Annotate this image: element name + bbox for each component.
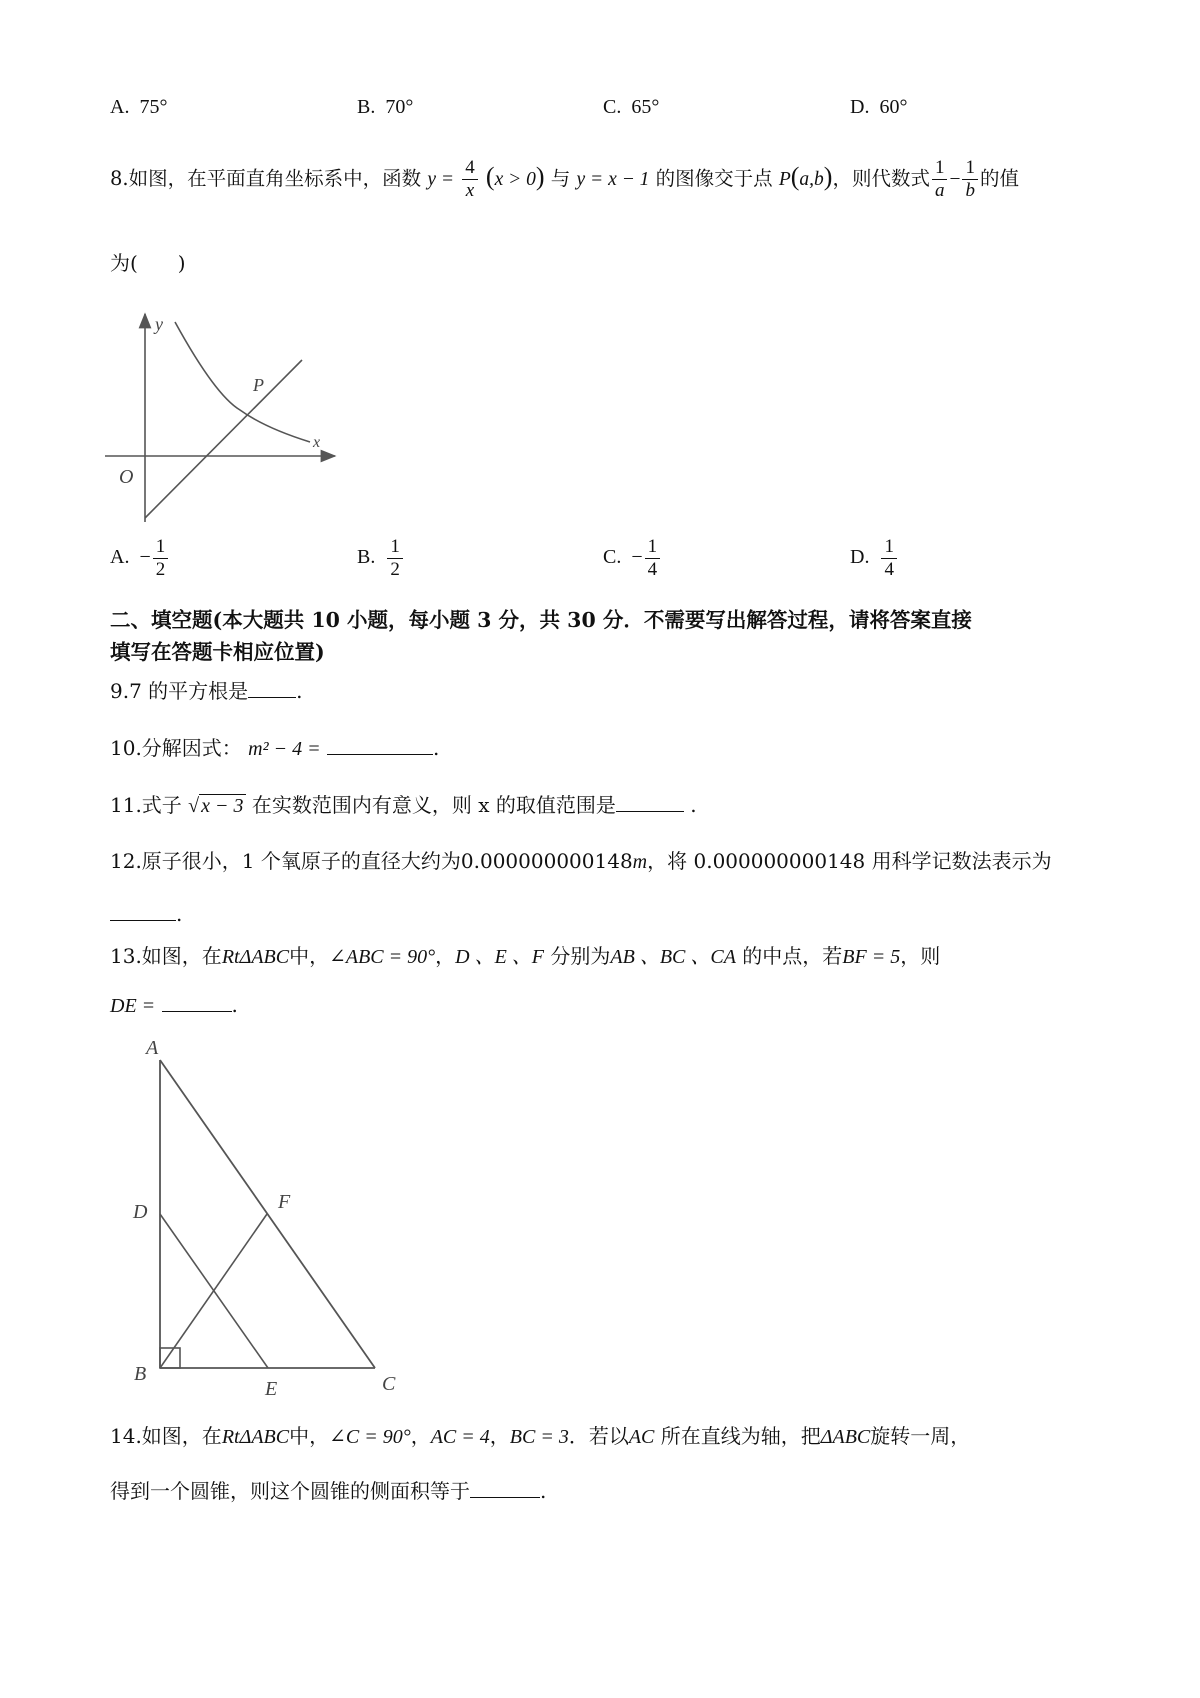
q7-option-c: C. 65° [603, 96, 660, 118]
q12-line1: 12.原子很小，1 个氧原子的直径大约为0.000000000148m，将 0.000000000148 用科学记数法表示为 [110, 849, 1052, 873]
q8-origin-label: O [119, 466, 134, 488]
q14-answer-blank[interactable] [470, 1496, 540, 1498]
q7-option-d: D. 60° [850, 96, 908, 118]
q8-hyperbola-curve [175, 322, 310, 442]
q8-stem: 8.如图，在平面直角坐标系中，函数 y = $\frac{4}{x}$ (x > 0) 与 y = x − 1 的图像交于点 P(a,b)，则代数式 $\frac{1}{a}$ − $\frac{1}{b}$ 的值 [110, 157, 1019, 201]
q13-answer-blank[interactable] [162, 1010, 232, 1012]
q13-triangle-figure [120, 1020, 420, 1395]
q8-stem-line2: 为( ) [110, 251, 186, 275]
section2-heading-line1: 二、填空题(本大题共 10 小题，每小题 3 分，共 30 分．不需要写出解答过程，请将答案直接 [110, 608, 972, 632]
q8-x-label: x [313, 434, 321, 451]
q13-label-d: D [133, 1201, 148, 1223]
q14-line1: 14.如图，在RtΔABC中，∠C = 90°，AC = 4，BC = 3．若以AC 所在直线为轴，把ΔABC旋转一周， [110, 1424, 971, 1448]
q8-option-c: C. − $\frac{1}{4}$ [603, 537, 662, 580]
q11: 11.式子 √ x − 3 在实数范围内有意义，则 x 的取值范围是 . [110, 793, 697, 817]
q8-option-a: A. − $\frac{1}{2}$ [110, 537, 170, 580]
q11-sqrt: √ x − 3 [188, 795, 244, 817]
q8-option-b: B. $\frac{1}{2}$ [357, 537, 405, 580]
q8-point-p-label: P [253, 375, 264, 395]
q11-answer-blank[interactable] [616, 810, 684, 812]
q13-label-f: F [278, 1191, 291, 1213]
q10: 10.分解因式： m² − 4 = . [110, 736, 440, 760]
q10-answer-blank[interactable] [327, 753, 433, 755]
q9-answer-blank[interactable] [248, 696, 296, 698]
section2-heading-line2: 填写在答题卡相应位置) [110, 640, 325, 664]
q9: 9.7 的平方根是 . [110, 679, 303, 703]
q8-line-y-equals-x-minus-1 [145, 360, 302, 518]
q13-label-e: E [265, 1378, 278, 1395]
q14-line2: 得到一个圆锥，则这个圆锥的侧面积等于 . [110, 1479, 547, 1503]
q7-option-b: B. 70° [357, 96, 414, 118]
q8-y-label: y [155, 314, 163, 334]
q7-option-a: A. 75° [110, 96, 168, 118]
q12-line2: . [110, 902, 182, 926]
q13-line2: DE = . [110, 993, 238, 1017]
q13-label-a: A [146, 1037, 159, 1059]
q13-label-b: B [134, 1363, 147, 1385]
q12-answer-blank[interactable] [110, 919, 176, 921]
q13-label-c: C [382, 1373, 396, 1395]
q8-fraction-4-over-x: $\frac{4}{x}$ [462, 158, 478, 201]
q13-line1: 13.如图，在RtΔABC中，∠ABC = 90°，D 、E 、F 分别为AB 、BC 、CA 的中点，若BF = 5，则 [110, 944, 941, 968]
q8-option-d: D. $\frac{1}{4}$ [850, 537, 899, 580]
q8-graph-figure [105, 300, 345, 540]
